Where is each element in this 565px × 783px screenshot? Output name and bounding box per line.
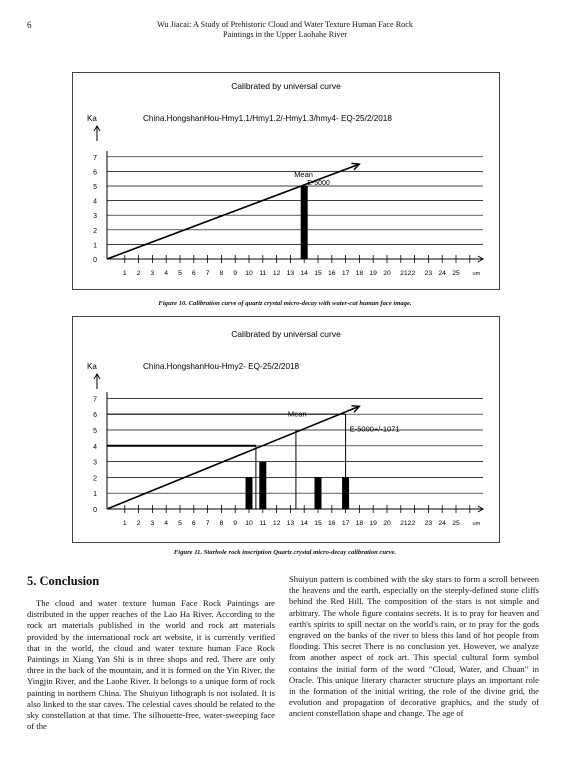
x-tick-label: 12 [272, 270, 281, 277]
histogram-bar [246, 477, 253, 509]
running-title-line2: Paintings in the Upper Laohahe River [223, 30, 347, 39]
x-tick-label: 10 [245, 270, 253, 277]
x-tick-label: 4 [164, 270, 169, 277]
x-tick-label: 11 [259, 270, 267, 277]
x-tick-label: 2 [136, 270, 141, 277]
y-tick-label: 7 [93, 154, 97, 162]
mean-annotation: E-5000+/-1071 [349, 424, 400, 434]
x-tick-label: 3 [150, 520, 155, 527]
x-tick-label: 4 [164, 520, 169, 527]
x-tick-label: 10 [245, 520, 253, 527]
x-tick-label: 16 [328, 520, 336, 527]
x-tick-label: 18 [355, 270, 364, 277]
x-tick-label: 19 [369, 270, 377, 277]
chart-subtitle: China.HongshanHou-Hmy2- EQ-25/2/2018 [143, 362, 300, 371]
y-tick-label: 3 [93, 213, 97, 221]
x-tick-label: 13 [286, 520, 295, 527]
left-paragraph: The cloud and water texture human Face Rock Paintings are distributed in the upper reaches of the Lao Ha River. According to the rock art materials published in the world and rock art materials provided by the international rock art website, it is currently verified that in the world, the cloud and water texture human Face Rock Paintings in Xiang Yan Shi is in three shops and red. There are only three in the back of the mountain, and it is formed on the Yin River, the Yingjin River, and the Laohe River. It belongs to a unique form of rock painting in northern China. The Shuiyun lithograph is not isolated. It is also linked to the star caves. The celestial caves should be related to the sky constellation at that time. The silhouette-free, water-sweeping face of the [27, 598, 275, 732]
running-title-line1: Wu Jiacai: A Study of Prehistoric Cloud and Water Texture Human Face Rock [157, 20, 413, 29]
x-tick-label: 15 [314, 270, 322, 277]
x-tick-label: 17 [341, 520, 350, 527]
x-tick-label: 9 [233, 270, 238, 277]
x-tick-label: 1 [122, 270, 127, 277]
figure-11-svg [73, 317, 499, 542]
y-tick-label: 2 [93, 227, 97, 235]
histogram-bar [315, 477, 322, 509]
figure-10-caption: Figure 10. Calibration curve of quartz crystal micro-decay with water-cut human face image. [158, 300, 412, 307]
x-tick-label: 5 [178, 520, 182, 527]
x-tick-label: 13 [286, 270, 295, 277]
figure-11-chart [72, 316, 500, 543]
y-axis-label: Ka [87, 362, 97, 371]
x-tick-label: 2 [136, 520, 141, 527]
x-tick-label: 15 [314, 520, 322, 527]
x-tick-label: 24 [438, 520, 446, 527]
section-title: 5. Conclusion [27, 574, 100, 588]
figure-10-chart [72, 72, 500, 290]
y-tick-label: 6 [93, 169, 97, 177]
x-axis-unit: um [472, 521, 481, 527]
x-tick-label: 25 [452, 520, 460, 527]
y-tick-label: 1 [93, 242, 97, 250]
x-tick-label: 20 [383, 270, 391, 277]
histogram-bar [301, 186, 308, 259]
y-tick-label: 4 [93, 198, 97, 206]
x-tick-label: 8 [219, 520, 224, 527]
mean-annotation: E-5000 [307, 180, 330, 187]
x-tick-label: 1 [122, 520, 127, 527]
y-axis-label: Ka [87, 114, 97, 123]
y-tick-label: 7 [93, 396, 97, 404]
y-tick-label: 5 [93, 184, 97, 191]
chart-title: Calibrated by universal curve [231, 329, 341, 339]
x-tick-label: 20 [383, 520, 391, 527]
page-number: 6 [27, 20, 32, 30]
x-tick-label: 9 [233, 520, 238, 527]
mean-label: Mean [294, 170, 313, 180]
chart-title: Calibrated by universal curve [231, 81, 341, 91]
x-tick-label: 7 [205, 270, 210, 277]
chart-subtitle: China.HongshanHou-Hmy1.1/Hmy1.2/-Hmy1.3/hmy4- EQ-25/2/2018 [143, 114, 392, 123]
right-paragraph: Shuiyun pattern is combined with the sky stars to form a scroll between the heavens and the earth, especially on the steeply-defined stone cliffs behind the Red Hill. The composition of the stars is not simple and arbitrary. The whole figure contains secrets. It is to pray for heaven and earth's spirits to spill nectar on the world's rain, or to pray for the gods engraved on the banks of the river to bless this land of hot people from flooding. This secret There is no conclusion yet. However, we analyze from another aspect of rock art. This special cultural form symbol contains the initial form of the word "Cloud, Water, and Chuan" in Oracle. This unique literary character structure plays an important role in the formation of the initial writing, the role of the divine grid, the evolution and propagation of decorative graphics, and the study of ancient constellation shape and change. The age of [289, 574, 539, 719]
x-tick-label: 17 [341, 270, 350, 277]
x-tick-label: 11 [259, 520, 267, 527]
x-tick-label: 16 [328, 270, 336, 277]
x-tick-label: 12 [272, 520, 281, 527]
x-tick-label: 2122 [400, 270, 416, 277]
running-title [120, 20, 450, 40]
x-tick-label: 5 [178, 270, 182, 277]
y-tick-label: 3 [93, 459, 97, 467]
y-tick-label: 1 [93, 491, 97, 499]
mean-label: Mean [287, 409, 307, 419]
x-tick-label: 25 [452, 270, 460, 277]
y-tick-label: 5 [93, 428, 97, 435]
y-tick-label: 2 [93, 475, 97, 483]
y-tick-label: 6 [93, 412, 97, 420]
x-tick-label: 18 [355, 520, 364, 527]
x-tick-label: 2122 [400, 520, 416, 527]
x-tick-label: 3 [150, 270, 155, 277]
x-tick-label: 6 [191, 520, 196, 527]
y-tick-label: 4 [93, 443, 97, 451]
figure-10-svg [73, 73, 499, 289]
x-tick-label: 23 [424, 520, 433, 527]
right-column [289, 574, 539, 720]
x-tick-label: 7 [205, 520, 210, 527]
x-tick-label: 24 [438, 270, 446, 277]
x-tick-label: 6 [191, 270, 196, 277]
y-tick-label: 0 [93, 257, 97, 264]
y-tick-label: 0 [93, 507, 97, 514]
x-tick-label: 14 [300, 270, 308, 277]
x-tick-label: 19 [369, 520, 377, 527]
calibration-curve [107, 406, 359, 509]
left-column [27, 598, 275, 732]
x-axis-unit: um [472, 271, 481, 277]
x-tick-label: 8 [219, 270, 224, 277]
x-tick-label: 23 [424, 270, 433, 277]
x-tick-label: 14 [300, 520, 308, 527]
figure-11-caption: Figure 11. Starhole rock inscription Quartz crystal micro-decay calibration curve. [173, 549, 397, 556]
calibration-curve [107, 164, 359, 259]
histogram-bar [259, 462, 266, 509]
